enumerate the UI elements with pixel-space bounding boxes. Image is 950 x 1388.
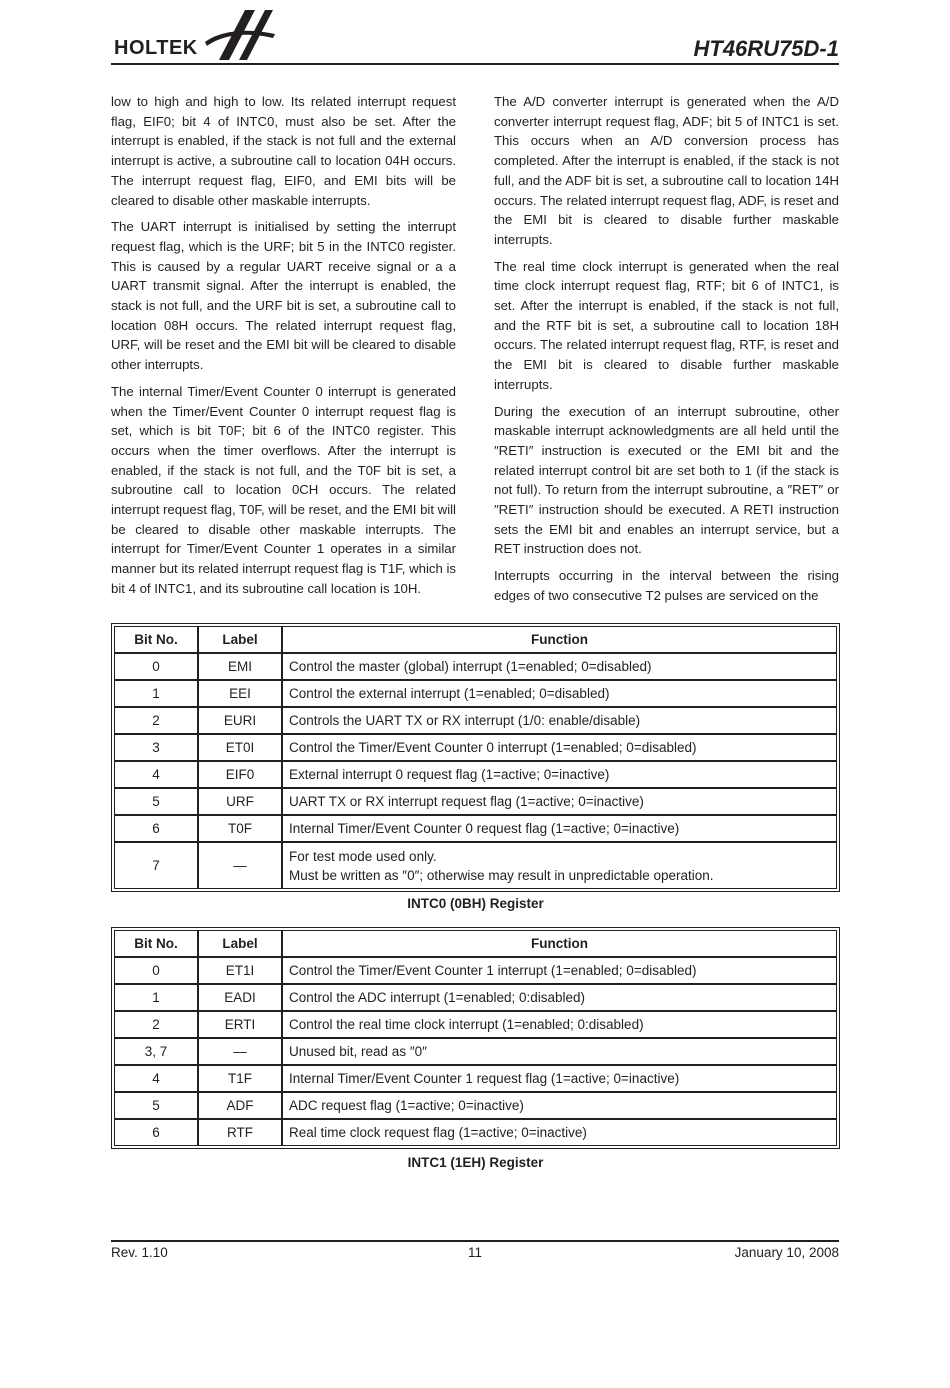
cell-label: ET1I <box>198 957 282 984</box>
table-row <box>114 788 837 815</box>
footer-divider <box>111 1240 839 1242</box>
table-row <box>114 984 837 1011</box>
cell-function: Internal Timer/Event Counter 0 request flag (1=active; 0=inactive) <box>282 815 837 842</box>
cell-bit: 4 <box>114 761 198 788</box>
cell-function: Unused bit, read as ″0″ <box>282 1038 837 1065</box>
function-line: For test mode used only. <box>289 848 437 864</box>
holtek-logo <box>111 8 281 64</box>
table-row <box>114 815 837 842</box>
cell-bit: 6 <box>114 1119 198 1146</box>
intc0-register-table <box>111 623 840 892</box>
cell-function: Controls the UART TX or RX interrupt (1/0: enable/disable) <box>282 707 837 734</box>
table-row <box>114 842 837 889</box>
paragraph: Interrupts occurring in the interval between the rising edges of two consecutive T2 pulses are serviced on the <box>494 568 839 603</box>
paragraph: The UART interrupt is initialised by setting the interrupt request flag, which is the URF; bit 5 in the INTC0 register. This is caused by a regular UART receive signal or a a UART transmit signal. After the interrupt is enabled, the stack is not full, and the URF bit is set, a subroutine call to location 08H occurs. The related interrupt request flag, URF, will be reset and the EMI bit will be cleared to disable other interrupts. <box>111 219 456 373</box>
table-row <box>114 1038 837 1065</box>
document-title: HT46RU75D-1 <box>693 36 839 61</box>
page-number: 11 <box>467 1245 482 1260</box>
table-row <box>114 957 837 984</box>
cell-function: Internal Timer/Event Counter 1 request flag (1=active; 0=inactive) <box>282 1065 837 1092</box>
cell-function: Real time clock request flag (1=active; 0=inactive) <box>282 1119 837 1146</box>
cell-function: Control the master (global) interrupt (1=enabled; 0=disabled) <box>282 653 837 680</box>
cell-function <box>282 842 837 889</box>
logo-text: HOLTEK <box>114 37 198 59</box>
table-row <box>114 734 837 761</box>
header-label: Label <box>198 930 282 957</box>
right-text-column <box>494 92 839 613</box>
cell-bit: 7 <box>114 842 198 889</box>
paragraph: The real time clock interrupt is generated when the real time clock interrupt request flag, RTF; bit 6 of INTC1, is set. After the interrupt is enabled, if the stack is not full, and the RTF bit is set, a subroutine call to location 18H occurs. The related interrupt request flag, RTF, is reset and the EMI bit is cleared to disable further maskable interrupts. <box>494 258 839 392</box>
table-row <box>114 761 837 788</box>
header-bit-no: Bit No. <box>114 930 198 957</box>
cell-bit: 0 <box>114 653 198 680</box>
cell-label: T0F <box>198 815 282 842</box>
cell-label: ADF <box>198 1092 282 1119</box>
cell-bit: 3 <box>114 734 198 761</box>
cell-function: External interrupt 0 request flag (1=active; 0=inactive) <box>282 761 837 788</box>
paragraph: low to high and high to low. Its related interrupt request flag, EIF0; bit 4 of INTC0, must also be set. After the interrupt is enabled, if the stack is not full and the external interrupt is active, a subroutine call to location 04H occurs. The interrupt request flag, EIF0, and EMI bits will be cleared to disable other maskable interrupts. <box>111 94 456 208</box>
cell-label: RTF <box>198 1119 282 1146</box>
cell-label: EURI <box>198 707 282 734</box>
left-text-column <box>111 92 456 606</box>
table-row <box>114 653 837 680</box>
intc0-table-caption: INTC0 (0BH) Register <box>407 896 544 911</box>
header-function: Function <box>282 930 837 957</box>
holtek-logo-mark-icon <box>201 8 276 60</box>
page-header <box>111 8 839 66</box>
cell-label: EIF0 <box>198 761 282 788</box>
revision-label: Rev. 1.10 <box>111 1245 168 1260</box>
cell-label: EMI <box>198 653 282 680</box>
table-row <box>114 1119 837 1146</box>
cell-bit: 5 <box>114 788 198 815</box>
table-row <box>114 1011 837 1038</box>
cell-bit: 5 <box>114 1092 198 1119</box>
cell-function: ADC request flag (1=active; 0=inactive) <box>282 1092 837 1119</box>
cell-function: UART TX or RX interrupt request flag (1=active; 0=inactive) <box>282 788 837 815</box>
cell-bit: 6 <box>114 815 198 842</box>
cell-function: Control the real time clock interrupt (1=enabled; 0:disabled) <box>282 1011 837 1038</box>
header-divider <box>111 63 839 65</box>
header-function: Function <box>282 626 837 653</box>
table-header-row <box>114 930 837 957</box>
table-header-row <box>114 626 837 653</box>
cell-label: EADI <box>198 984 282 1011</box>
cell-bit: 2 <box>114 707 198 734</box>
cell-label: — <box>198 842 282 889</box>
cell-bit: 1 <box>114 984 198 1011</box>
cell-label: ERTI <box>198 1011 282 1038</box>
paragraph: The A/D converter interrupt is generated when the A/D converter interrupt request flag, ADF; bit 5 of INTC1 is set. This occurs when an A/D conversion process has completed. After the interrupt is enabled, if the stack is not full, and the ADF bit is set, a subroutine call to location 14H occurs. The related interrupt request flag, ADF, is reset and the EMI bit is cleared to disable further maskable interrupts. <box>494 94 839 247</box>
cell-function: Control the Timer/Event Counter 1 interrupt (1=enabled; 0=disabled) <box>282 957 837 984</box>
header-label: Label <box>198 626 282 653</box>
intc1-register-table <box>111 927 840 1149</box>
cell-bit: 2 <box>114 1011 198 1038</box>
cell-label: URF <box>198 788 282 815</box>
cell-label: ET0I <box>198 734 282 761</box>
cell-label: EEI <box>198 680 282 707</box>
publication-date: January 10, 2008 <box>734 1245 839 1260</box>
paragraph: During the execution of an interrupt subroutine, other maskable interrupt acknowledgments are all held until the ″RETI″ instruction is executed or the EMI bit and the related interrupt control bit are set both to 1 (if the stack is not full). To return from the interrupt subroutine, a ″RET″ or ″RETI″ instruction should be executed. A RETI instruction sets the EMI bit and enables an interrupt service, but a RET instruction does not. <box>494 403 839 557</box>
cell-bit: 3, 7 <box>114 1038 198 1065</box>
table-row <box>114 707 837 734</box>
cell-bit: 1 <box>114 680 198 707</box>
cell-bit: 4 <box>114 1065 198 1092</box>
table-row <box>114 1092 837 1119</box>
cell-function: Control the external interrupt (1=enabled; 0=disabled) <box>282 680 837 707</box>
intc1-table-caption: INTC1 (1EH) Register <box>407 1155 544 1170</box>
paragraph: The internal Timer/Event Counter 0 interrupt is generated when the Timer/Event Counter 0 interrupt request flag is set, which is bit T0F; bit 6 of the INTC0 register. This occurs when the timer overflows. After the interrupt is enabled, if the stack is not full, and the T0F bit is set, a subroutine call to location 0CH occurs. The related interrupt request flag, T0F, will be reset, and the EMI bit will be cleared to disable other maskable interrupts. The interrupt for Timer/Event Counter 1 operates in a similar manner but its related interrupt request flag is T1F, which is bit 4 of INTC1, and its subroutine call location is 10H. <box>111 383 456 596</box>
table-row <box>114 680 837 707</box>
function-line: Must be written as ″0″; otherwise may result in unpredictable operation. <box>289 867 714 883</box>
cell-function: Control the Timer/Event Counter 0 interrupt (1=enabled; 0=disabled) <box>282 734 837 761</box>
header-bit-no: Bit No. <box>114 626 198 653</box>
cell-label: T1F <box>198 1065 282 1092</box>
cell-bit: 0 <box>114 957 198 984</box>
cell-label: — <box>198 1038 282 1065</box>
cell-function: Control the ADC interrupt (1=enabled; 0:disabled) <box>282 984 837 1011</box>
table-row <box>114 1065 837 1092</box>
